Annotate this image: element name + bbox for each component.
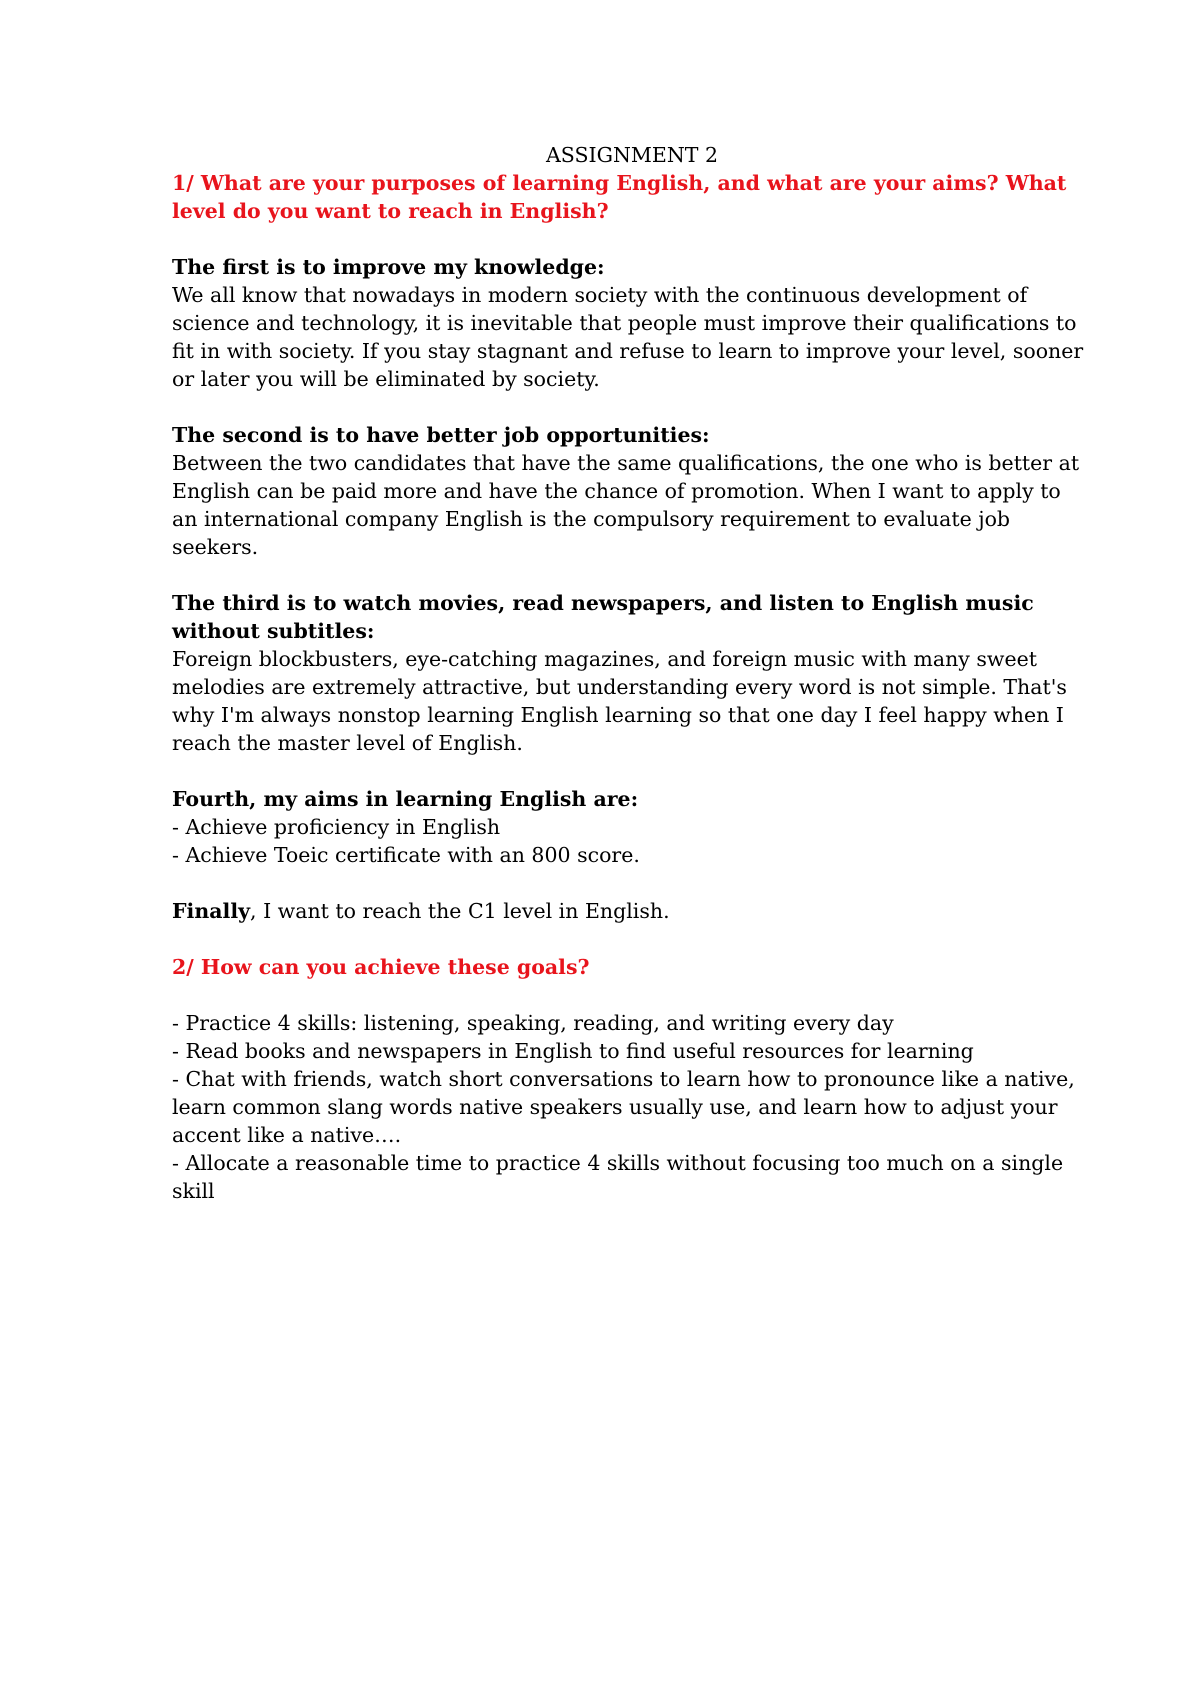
list-item: - Practice 4 skills: listening, speaking, reading, and writing every day [172, 1011, 894, 1035]
spacer [172, 981, 1092, 1009]
document-title: ASSIGNMENT 2 [545, 143, 719, 167]
spacer [172, 561, 1092, 589]
list-item: - Chat with friends, watch short conversations to learn how to pronounce like a native, learn common slang words native speakers usually use, and learn how to adjust your accent like a native…. [172, 1067, 1075, 1147]
goals-list [172, 1009, 1092, 1205]
finally-paragraph [172, 897, 1092, 925]
list-item: - Achieve proficiency in English [172, 815, 501, 839]
document-page [172, 141, 1092, 1205]
finally-rest: , I want to reach the C1 level in English. [250, 899, 670, 923]
finally-lead: Finally [172, 899, 251, 923]
spacer [172, 925, 1092, 953]
spacer [172, 757, 1092, 785]
section-3-body: Foreign blockbusters, eye-catching magazines, and foreign music with many sweet melodies are extremely attractive, but understanding every word is not simple. That's why I'm always nonstop learning English learning so that one day I feel happy when I reach the master level of English. [172, 647, 1067, 755]
spacer [172, 869, 1092, 897]
list-item: - Achieve Toeic certificate with an 800 score. [172, 843, 640, 867]
section-4-heading: Fourth, my aims in learning English are: [172, 787, 639, 811]
question-1: 1/ What are your purposes of learning English, and what are your aims? What level do you want to reach in English? [172, 171, 1067, 223]
section-2-body: Between the two candidates that have the same qualifications, the one who is better at English can be paid more and have the chance of promotion. When I want to apply to an international company English is the compulsory requirement to evaluate job seekers. [172, 451, 1080, 559]
spacer [172, 225, 1092, 253]
section-1-body: We all know that nowadays in modern society with the continuous development of science and technology, it is inevitable that people must improve their qualifications to fit in with society. If you stay stagnant and refuse to learn to improve your level, sooner or later you will be eliminated by society. [172, 283, 1084, 391]
list-item: - Read books and newspapers in English to find useful resources for learning [172, 1039, 974, 1063]
section-3-heading: The third is to watch movies, read newspapers, and listen to English music without subtitles: [172, 591, 1034, 643]
spacer [172, 393, 1092, 421]
aims-list [172, 813, 1092, 869]
question-2: 2/ How can you achieve these goals? [172, 955, 590, 979]
section-1-heading: The first is to improve my knowledge: [172, 255, 605, 279]
list-item: - Allocate a reasonable time to practice 4 skills without focusing too much on a single skill [172, 1151, 1064, 1203]
section-2-heading: The second is to have better job opportunities: [172, 423, 710, 447]
